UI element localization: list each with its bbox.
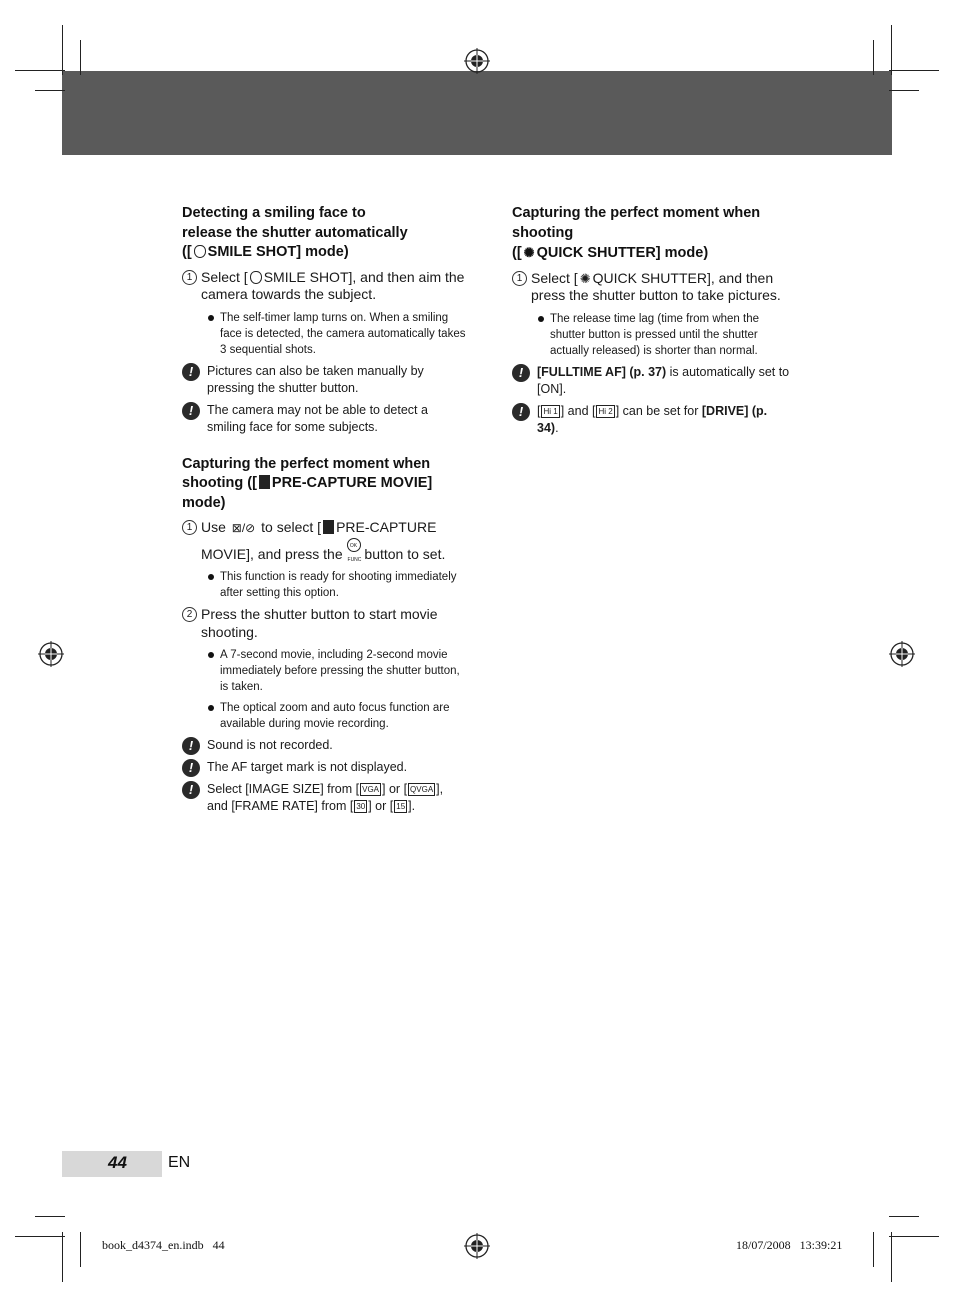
section-heading: Capturing the perfect moment when shooting ([ PRE-CAPTURE MOVIE] mode) (182, 455, 433, 511)
note-item: ! The camera may not be able to detect a smiling face for some subjects. (182, 402, 467, 436)
warning-icon: ! (182, 759, 200, 777)
arrow-buttons-icon: ⊠/⊘ (231, 521, 256, 535)
registration-mark-icon (464, 48, 490, 74)
note-item: ! Sound is not recorded. (182, 737, 467, 754)
note-item: ! Pictures can also be taken manually by pressing the shutter button. (182, 363, 467, 397)
note-item: ! [ Hi 1 ] and [ Hi 2 ] can be set for [DRIVE] (p. 34). (512, 403, 792, 437)
step-number: 1 (182, 270, 197, 285)
qvga-icon: QVGA (410, 785, 434, 794)
bullet-dot-icon (538, 316, 544, 322)
page-language: EN (168, 1154, 191, 1171)
print-timestamp: 18/07/2008 13:39:21 (736, 1238, 843, 1252)
right-column (512, 204, 792, 442)
bullet-dot-icon (208, 315, 214, 321)
pre-capture-movie-icon (323, 520, 334, 534)
bullet-item: This function is ready for shooting immediately after setting this option. (182, 569, 467, 601)
crop-mark (873, 40, 874, 75)
crop-mark (35, 1216, 65, 1217)
print-file-name: book_d4374_en.indb 44 (102, 1238, 225, 1252)
page-number: 44 (108, 1153, 127, 1172)
step-number: 2 (182, 607, 197, 622)
crop-mark (80, 40, 81, 75)
crop-mark (889, 1216, 919, 1217)
crop-mark (891, 1232, 892, 1282)
registration-mark-icon (464, 1233, 490, 1259)
crop-mark (15, 1236, 65, 1237)
pre-capture-movie-icon (259, 475, 270, 489)
step-number: 1 (512, 271, 527, 286)
note-item: ! [FULLTIME AF] (p. 37) is automatically set to [ON]. (512, 364, 792, 398)
vga-icon: VGA (362, 785, 380, 794)
note-item: ! The AF target mark is not displayed. (182, 759, 467, 776)
crop-mark (80, 1232, 81, 1267)
bullet-item: The self-timer lamp turns on. When a smiling face is detected, the camera automatically takes 3 sequential shots. (182, 310, 467, 358)
crop-mark (62, 1232, 63, 1282)
step-item: 1 Select [ SMILE SHOT], and then aim the camera towards the subject. (182, 269, 467, 304)
left-column (182, 204, 467, 820)
frame-rate-15-icon: 15 (396, 802, 406, 811)
warning-icon: ! (182, 737, 200, 755)
registration-mark-icon (889, 641, 915, 667)
bullet-dot-icon (208, 574, 214, 580)
warning-icon: ! (182, 363, 200, 381)
section-pre-capture-movie (182, 455, 467, 816)
crop-mark (889, 90, 919, 91)
warning-icon: ! (182, 781, 200, 799)
frame-rate-30-icon: 30 (356, 802, 366, 811)
registration-mark-icon (38, 641, 64, 667)
section-quick-shutter (512, 204, 792, 437)
crop-mark (15, 70, 65, 71)
drive-hi1-icon: Hi 1 (543, 406, 558, 416)
step-item: 1 Select [ ✺ QUICK SHUTTER], and then press the shutter button to take pictures. (512, 270, 792, 305)
quick-shutter-icon: ✺ (579, 270, 591, 286)
crop-mark (889, 70, 939, 71)
smile-face-icon (250, 271, 262, 284)
crop-mark (891, 25, 892, 75)
header-band (62, 71, 892, 155)
warning-icon: ! (182, 402, 200, 420)
step-number: 1 (182, 520, 197, 535)
bullet-item: A 7-second movie, including 2-second movie immediately before pressing the shutter button, is taken. (182, 647, 467, 695)
section-heading: Capturing the perfect moment when shooting ([ ✺ QUICK SHUTTER] mode) (512, 205, 761, 261)
crop-mark (889, 1236, 939, 1237)
crop-mark (873, 1232, 874, 1267)
quick-shutter-icon: ✺ (523, 245, 535, 260)
bullet-item: The optical zoom and auto focus function are available during movie recording. (182, 700, 467, 732)
bullet-dot-icon (208, 705, 214, 711)
bullet-dot-icon (208, 652, 214, 658)
bullet-item: The release time lag (time from when the shutter button is pressed until the shutter actually released) is shorter than normal. (512, 311, 792, 359)
section-heading: Detecting a smiling face to release the shutter automatically ([ SMILE SHOT] mode) (182, 205, 408, 260)
warning-icon: ! (512, 403, 530, 421)
note-item: ! Select [IMAGE SIZE] from [ VGA ] or [ QVGA ], and [FRAME RATE] from [ 30 ] or [ 15 ]. (182, 781, 467, 815)
step-item: 1 Use ⊠/⊘ to select [ PRE-CAPTURE MOVIE], and press the OK FUNC button to set. (182, 519, 467, 563)
crop-mark (35, 90, 65, 91)
drive-hi2-icon: Hi 2 (598, 406, 613, 416)
step-item: 2 Press the shutter button to start movie shooting. (182, 606, 467, 641)
warning-icon: ! (512, 364, 530, 382)
crop-mark (62, 25, 63, 75)
smile-face-icon (194, 245, 206, 258)
ok-func-button-icon: OK FUNC (347, 538, 361, 552)
section-smile-shot (182, 204, 467, 436)
